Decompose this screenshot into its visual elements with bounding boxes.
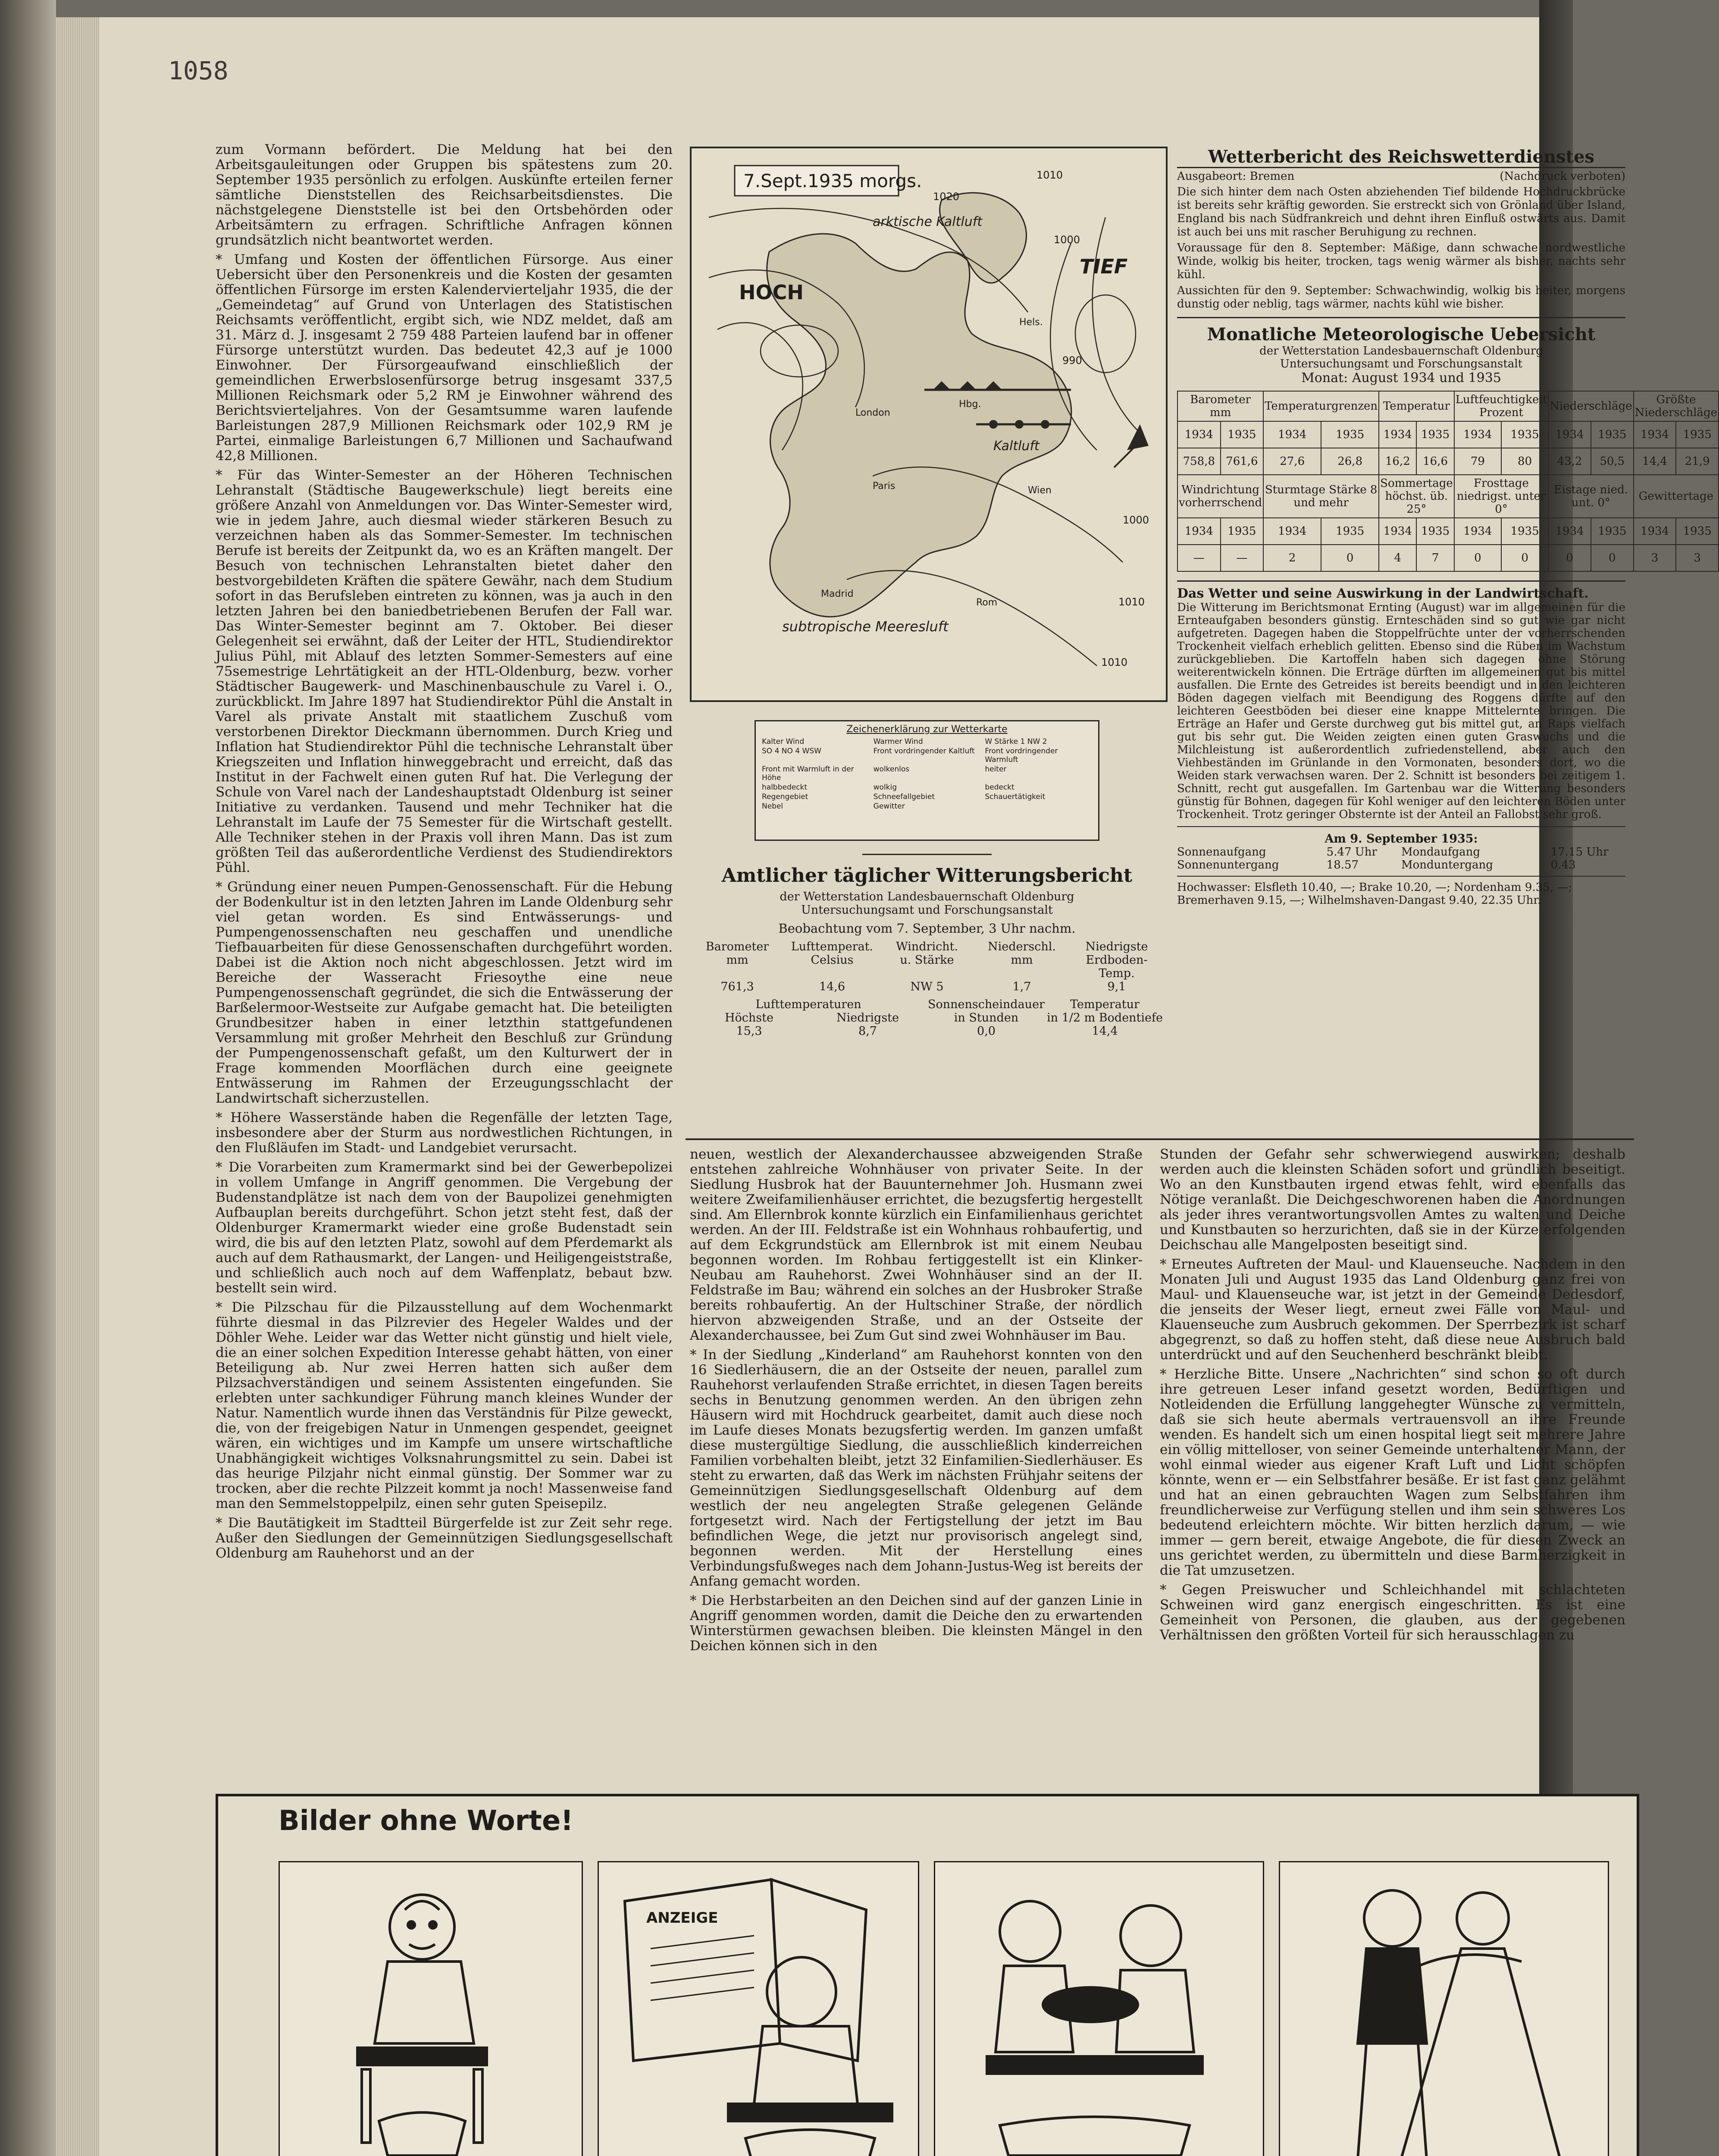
newspaper-page (99, 17, 1718, 2156)
table-year-cell: 1935 (1221, 518, 1264, 545)
table-value-cell: 3 (1676, 545, 1719, 571)
article-paragraph: * Herzliche Bitte. Unsere „Nachrichten“ sind schon so oft durch ihre getreuen Leser infand gesetzt worden, Bedürftigen und Notleidenden die Erfüllung langgehegter Wünsche zu vermitteln, daß sie sich heute abermals vertrauensvoll an ihre Freunde wenden. Es handelt sich um einen hospital liegt seit mehrere Jahre ein völlig mittelloser, von seiner Gemeinde unterhaltener Mann, der wohl einmal wieder aus eigener Kraft Luft und Licht schöpfen könnte, wenn er — ein Selbstfahrer besäße. Er ist fast ganz gelähmt und hat an einen gebrauchten Wagen zum Selbstfahren ihm freundlicherweise zur Verfügung stellen und ihm sein schweres Los bedeutend erleichtern möchte. Wir bitten herzlich darum, — wie immer — gern bereit, etwaige Angebote, die für diesen Zweck an uns gerichtet werden, zu übermitteln und diese Barmherzigkeit in die Tat umzusetzen. (1160, 1366, 1625, 1578)
sun-cell: 0.43 (1550, 859, 1576, 871)
table-value-cell: 0 (1548, 545, 1591, 571)
table-year-cell: 1935 (1501, 518, 1548, 545)
monthly-subtitle-3: Monat: August 1934 und 1935 (1301, 370, 1501, 385)
table-value-cell: 79 (1454, 448, 1501, 475)
table-value-cell: 0 (1454, 545, 1501, 571)
map-city-hels: Hels. (1019, 317, 1043, 328)
legend-item: Kalter Wind (762, 737, 805, 746)
table-year-cell: 1934 (1263, 518, 1321, 545)
cartoon-panel-4 (1279, 1861, 1609, 2156)
table-value-cell: 27,6 (1263, 448, 1321, 475)
table-year-cell: 1935 (1221, 421, 1264, 448)
daily-header: Niedrigste (836, 1011, 899, 1025)
table-value-cell: 4 (1379, 545, 1416, 571)
daily-header: u. Stärke (900, 953, 954, 967)
table-value-cell: 7 (1416, 545, 1454, 571)
newspaper-word: ANZEIGE (646, 1909, 718, 1927)
legend-item: Schneefallgebiet (873, 793, 935, 801)
daily-header: Niedrigste (1085, 940, 1148, 953)
table-value-cell: 3 (1634, 545, 1676, 571)
daily-header: Höchste (725, 1011, 773, 1025)
table-header-cell: Größte Niederschläge (1634, 391, 1719, 421)
daily-header: in 1/2 m Bodentiefe (1046, 1011, 1163, 1025)
map-label-arktisch: arktische Kaltluft (873, 214, 983, 229)
legend-item: W Stärke 1 NW 2 (985, 737, 1047, 746)
article-paragraph: zum Vormann befördert. Die Meldung hat bei den Arbeitsgauleitungen oder Gruppen bis spätestens zum 20. September 1935 persönlich zu erfolgen. Auskünfte erteilen ferner sämtliche Dienststellen des Reichsarbeitsdienstes. Die nächstgelegene Dienststelle ist bei den Ortsbehörden oder Arbeitsämtern zu erfragen. Schriftliche Anfragen können grundsätzlich nicht beantwortet werden. (216, 142, 673, 248)
reich-office: Ausgabeort: Bremen (1177, 170, 1295, 183)
table-year-cell: 1935 (1676, 518, 1719, 545)
daily-value: 14,4 (1092, 1025, 1118, 1038)
cartoon-panel-2 (598, 1861, 919, 2156)
article-paragraph: Aussichten für den 9. September: Schwachwindig, wolkig bis heiter, morgens dunstig oder neblig, tags wärmer, nachts kühl wie bisher. (1177, 284, 1625, 310)
map-city-hbg: Hbg. (959, 399, 981, 410)
table-value-cell: 21,9 (1676, 448, 1719, 475)
table-year-cell: 1934 (1634, 421, 1676, 448)
cartoon-panel-3 (934, 1861, 1264, 2156)
table-year-cell: 1934 (1634, 518, 1676, 545)
daily-header: in Stunden (954, 1011, 1019, 1025)
cartoon-strip (216, 1794, 1639, 2156)
article-paragraph: * Die Vorarbeiten zum Kramermarkt sind bei der Gewerbepolizei in vollem Umfange in Angriff genommen. Die Vergebung der Budenstandplätze ist nach dem von der Baupolizei genehmigten Aufbauplan bereits durchgeführt. Schon jetzt steht fest, daß der Oldenburger Kramermarkt wieder eine große Budenstadt sein wird, die bis auf den letzten Platz, sowohl auf dem Pferdemarkt als auch auf dem Rathausmarkt, der Langen- und Heiligengeiststraße, und schließlich auch noch auf dem Waffenplatz, bebaut bzw. bestellt sein wird. (216, 1159, 673, 1296)
article-paragraph: Voraussage für den 8. September: Mäßige, dann schwache nordwestliche Winde, wolkig bis heiter, trocken, tags wenig wärmer als bisher, nachts sehr kühl. (1177, 241, 1625, 281)
legend-item: heiter (985, 765, 1007, 774)
legend-item: halbbedeckt (762, 783, 808, 792)
weather-map-drawing (692, 148, 1166, 700)
daily-value: 15,3 (736, 1025, 762, 1038)
table-year-cell: 1934 (1379, 421, 1416, 448)
table-header-cell: Sommertage höchst. üb. 25° (1379, 475, 1454, 518)
reich-weather-report (1177, 147, 1718, 907)
map-city-rom: Rom (976, 597, 998, 608)
table-value-cell: 50,5 (1591, 448, 1634, 475)
page-number: 1058 (168, 56, 229, 85)
table-year-cell: 1934 (1177, 518, 1221, 545)
table-year-cell: 1934 (1454, 518, 1501, 545)
daily-report-subtitle: der Wetterstation Landesbauernschaft Oldenburg (780, 890, 1074, 903)
sun-cell: 17.15 Uhr (1550, 846, 1609, 859)
daily-header: Erdboden-Temp. (1086, 953, 1148, 980)
table-value-cell: 0 (1501, 545, 1548, 571)
legend-items (762, 737, 1092, 811)
isobar-label: 1000 (1123, 514, 1149, 526)
daily-header: Niederschl. (988, 940, 1056, 953)
daily-value: 8,7 (858, 1025, 877, 1038)
article-paragraph: * In der Siedlung „Kinderland“ am Rauhehorst konnten von den 16 Siedlerhäusern, die an der Ostseite der neuen, parallel zum Rauhehorst verlaufenden Straße errichtet, in diesen Tagen bereits sechs in Benutzung genommen werden. An den übrigen zehn Häusern wird mit Hochdruck gearbeitet, damit auch diese noch im Laufe dieses Monats bezugsfertig werden. Im ganzen umfaßt diese mustergültige Siedlung, die ausschließlich kinderreichen Familien vorbehalten bleibt, jetzt 32 Einfamilien-Siedlerhäuser. Es steht zu erwarten, daß das Werk im nächsten Frühjahr seitens der Gemeinnützigen Siedlungsgesellschaft Oldenburg auf dem westlich der neu angelegten Straße gelegenen Gelände fortgesetzt wird. Nach der Fertigstellung der jetzt im Bau befindlichen Wege, die jetzt nur provisorisch angelegt sind, begonnen werden. Mit der Herstellung eines Verbindungsfußweges nach dem Johann-Justus-Weg ist bereits der Anfang gemacht worden. (690, 1347, 1143, 1589)
bottom-column-2 (690, 1147, 1143, 1658)
legend-item: bedeckt (985, 783, 1014, 792)
book-spine (0, 0, 56, 2156)
map-legend (755, 720, 1099, 841)
reich-paragraphs (1177, 185, 1625, 311)
cartoon-drawing-2 (599, 1862, 918, 2156)
article-paragraph: * Höhere Wasserstände haben die Regenfälle der letzten Tage, insbesondere aber der Sturm aus nordwestlichen Richtungen, in den Flußläufen im Stadt- und Landgebiet verursacht. (216, 1110, 673, 1156)
map-city-london: London (855, 407, 890, 418)
table-year-cell: 1934 (1379, 518, 1416, 545)
article-paragraph: * Für das Winter-Semester an der Höheren Technischen Lehranstalt (Städtische Baugewerkschule) liegt bereits eine größere Anzahl von Anmeldungen vor. Das Winter-Semester wird, wie in jedem Jahre, auch diesmal wieder stärkeren Besuch zu verzeichnen haben als das Sommer-Semester. Im technischen Berufe ist bereits der Zeitpunkt da, wo es an Kräften mangelt. Der Besuch von technischen Lehranstalten bietet daher den bestvorgebildeten Kräften die spätere Gewähr, nach dem Studium sofort in das Berufsleben eintreten zu können, was ja auch in den letzten Jahren bei den baniedbetriebenen Berufen der Fall war. Das Winter-Semester beginnt am 7. Oktober. Bei dieser Gelegenheit sei erwähnt, daß der Leiter der HTL, Studiendirektor Julius Pühl, mit Ablauf des letzten Sommer-Semesters auf eine 75semestrige Lehrtätigkeit an der HTL-Oldenburg, bezw. vorher Städtischer Baugewerk- und Maschinenbauschule zu Varel i. O., zurückblickt. Im Jahre 1897 hat Studiendirektor Pühl die Anstalt in Varel als private Anstalt mit staatlichem Zuschuß vom verstorbenen Direktor Dieckmann übernommen. Durch Krieg und Inflation hat Studiendirektor Pühl die technische Lehranstalt über Kriegszeiten und Inflation hinweggebracht und erreicht, daß das Institut in der Fachwelt einen guten Ruf hat. Die Verlegung der Schule von Varel nach der Landeshauptstadt Oldenburg ist seiner Initiative zu verdanken. Tausend und mehr Techniker hat die Lehranstalt im Laufe der 75 Semester für die Wirtschaft gestellt. Alle Techniker stehen in der Praxis voll ihren Mann. Das ist zum größten Teil das außerordentliche Verdienst des Studiendirektors Pühl. (216, 467, 673, 875)
article-paragraph: * Gegen Preiswucher und Schleichhandel mit schlachteten Schweinen wird ganz energisch eingeschritten. Es ist eine Gemeinheit von Personen, die glauben, aus der gegebenen Verhältnissen den größten Vorteil für sich herausschlagen zu (1160, 1582, 1625, 1643)
cartoon-panel-1 (279, 1861, 583, 2156)
isobar-label: 1000 (1054, 234, 1080, 246)
observation-line: Beobachtung vom 7. September, 3 Uhr nachm. (778, 921, 1076, 936)
legend-item: Front vordringender Kaltluft (873, 747, 975, 755)
table-year-cell: 1934 (1454, 421, 1501, 448)
daily-grid-2 (690, 998, 1164, 1038)
table-value-cell: 16,2 (1379, 448, 1416, 475)
article-paragraph: * Die Herbstarbeiten an den Deichen sind auf der ganzen Linie in Angriff genommen worden, damit die Deiche den zu erwartenden Winterstürmen gewachsen bleiben. Die kleinsten Mängel in den Deichen können sich in den (690, 1593, 1143, 1654)
sun-cell: Monduntergang (1401, 859, 1493, 871)
daily-value: 14,6 (819, 980, 845, 993)
map-label-hoch: HOCH (739, 281, 804, 304)
cartoon-drawing-1 (280, 1862, 582, 2156)
legend-title: Zeichenerklärung zur Wetterkarte (846, 724, 1008, 735)
isobar-label: 1010 (1101, 656, 1128, 668)
legend-item: wolkig (873, 783, 897, 792)
table-value-cell: 0 (1321, 545, 1379, 571)
table-year-cell: 1934 (1263, 421, 1321, 448)
daily-value: NW 5 (910, 980, 944, 993)
daily-weather-report (690, 854, 1164, 1038)
daily-header: mm (726, 953, 748, 967)
article-paragraph: Stunden der Gefahr sehr schwerwiegend auswirken; deshalb werden auch die kleinsten Schäden sofort und gründlich beseitigt. Wo an den Kunstbauten irgend etwas fehlt, wird ebenfalls das Nötige veranlaßt. Die Deichgeschworenen haben die Anordnungen als jeder ihres verantwortungsvollen Amtes zu walten und Deiche und Kunstbauten so herzurichten, daß sie in der Kürze erfolgenden Deichschau alle Mangelposten beseitigt sind. (1160, 1147, 1625, 1253)
daily-header: Celsius (811, 953, 854, 967)
sun-cell: 18.57 (1326, 859, 1359, 871)
legend-item: Warmer Wind (873, 737, 923, 746)
table-header-cell: Niederschläge (1548, 391, 1633, 421)
reich-report-title: Wetterbericht des Reichswetterdienstes (1208, 147, 1594, 167)
map-label-tief: TIEF (1080, 255, 1128, 278)
article-paragraph: * Gründung einer neuen Pumpen-Genossenschaft. Für die Hebung der Bodenkultur ist in den letzten Jahren im Lande Oldenburg sehr viel getan worden. Es sind Entwässerungs- und Pumpengenossenschaften neu geschaffen und unendliche Tiefbauarbeiten für diese Genossenschaften durchgeführt worden. Dabei ist die Aktion noch nicht abgeschlossen. Jetzt wird im Bereiche der Wasseracht Friesoythe eine neue Pumpengenossenschaft gegründet, die sich die Entwässerung der Barßelermoor-Westseite zur Aufgabe gemacht hat. Die beteiligten Grundbesitzer haben in einer letzthin stattgefundenen Versammlung mit großer Mehrheit den Beschluß zur Gründung der Pumpengenossenschaft gefaßt, um den Kulturwert der in Frage kommenden Moorflächen durch eine geeignete Entwässerung im Rahmen der Erzeugungsschlacht der Landwirtschaft sicherzustellen. (216, 879, 673, 1106)
daily-value: 0,0 (977, 1025, 996, 1038)
daily-header: Barometer (705, 940, 769, 953)
table-value-cell: 761,6 (1221, 448, 1264, 475)
monthly-subtitle-2: Untersuchungsamt und Forschungsanstalt (1280, 357, 1523, 370)
section-divider (686, 1138, 1634, 1140)
map-label-kaltluft: Kaltluft (993, 439, 1040, 454)
article-paragraph: Die sich hinter dem nach Osten abziehenden Tief bildende Hochdruckbrücke ist bereits sehr kräftig geworden. Sie erstreckt sich von Grönland über Island, England bis nach Südfrankreich und dehnt ihren Einfluß ostwärts aus. Damit ist auch bei uns mit rascher Beruhigung zu rechnen. (1177, 185, 1625, 238)
table-year-cell: 1934 (1548, 421, 1591, 448)
table-header-cell: Eistage nied. unt. 0° (1548, 475, 1633, 518)
legend-item: Schauertätigkeit (985, 793, 1046, 801)
left-column (216, 142, 673, 1565)
daily-report-subtitle-2: Untersuchungsamt und Forschungsanstalt (801, 903, 1053, 917)
daily-value: 761,3 (720, 980, 754, 993)
table-header-cell: Temperaturgrenzen (1263, 391, 1379, 421)
table-year-cell: 1935 (1591, 518, 1634, 545)
map-city-paris: Paris (873, 481, 896, 492)
table-year-cell: 1935 (1676, 421, 1719, 448)
map-title: 7.Sept.1935 morgs. (743, 170, 922, 191)
table-year-cell: 1935 (1591, 421, 1634, 448)
legend-item: Regengebiet (762, 793, 808, 801)
daily-grid-1 (690, 940, 1164, 993)
table-header-cell: Luftfeuchtigkeit Prozent (1454, 391, 1548, 421)
table-value-cell: 26,8 (1321, 448, 1379, 475)
sun-row (1177, 859, 1625, 871)
table-header-cell: Gewittertage (1634, 475, 1719, 518)
legend-item: Gewitter (873, 802, 905, 811)
article-paragraph: * Die Bautätigkeit im Stadtteil Bürgerfelde ist zur Zeit sehr rege. Außer den Siedlungen der Gemeinnützigen Siedlungsgesellschaft Oldenburg am Rauhehorst und an der (216, 1515, 673, 1561)
cartoon-drawing-3 (935, 1862, 1263, 2156)
isobar-label: 1020 (933, 191, 960, 203)
table-header-cell: Sturmtage Stärke 8 und mehr (1263, 475, 1379, 518)
map-city-madrid: Madrid (821, 589, 854, 599)
table-header-cell: Barometer mm (1177, 391, 1263, 421)
monthly-title: Monatliche Meteorologische Uebersicht (1207, 324, 1596, 345)
table-year-cell: 1935 (1416, 421, 1454, 448)
article-paragraph: * Umfang und Kosten der öffentlichen Fürsorge. Aus einer Uebersicht über den Personenkreis und die Kosten der gesamten öffentlichen Fürsorge im ersten Kalendervierteljahr 1935, die der „Gemeindetag“ auf Grund von Unterlagen des Statistischen Reichsamts veröffentlicht, ergibt sich, wie NDZ meldet, daß am 31. März d. J. insgesamt 2 759 488 Parteien laufend bar in offener Fürsorge unterstützt wurden. Das bedeutet 42,3 auf je 1000 Einwohner. Der Fürsorgeaufwand einschließlich der gemeindlichen Erwerbslosenfürsorge betrug insgesamt 337,5 Millionen Reichsmark oder 5,2 RM je Einwohner während des Berichtsvierteljahres. Von der Gesamtsumme waren laufende Barleistungen 287,9 Millionen Reichsmark oder 102,9 RM je Partei, einmalige Barleistungen 6,7 Millionen und Sachaufwand 42,8 Millionen. (216, 252, 673, 464)
table-year-cell: 1935 (1321, 518, 1379, 545)
table-year-cell: 1935 (1416, 518, 1454, 545)
legend-item: Front vordringender Warmluft (985, 747, 1058, 764)
daily-header: Temperatur (1070, 998, 1140, 1011)
table-year-cell: 1935 (1501, 421, 1548, 448)
page-edges (56, 17, 99, 2156)
agri-title: Das Wetter und seine Auswirkung in der Landwirtschaft. (1177, 586, 1589, 601)
monthly-table (1177, 391, 1719, 572)
legend-item: SO 4 NO 4 WSW (762, 747, 821, 755)
isobar-label: 1010 (1118, 596, 1145, 608)
daily-header: Lufttemperat. (791, 940, 874, 953)
table-value-cell: — (1177, 545, 1221, 571)
table-value-cell: 758,8 (1177, 448, 1221, 475)
legend-item: wolkenlos (873, 765, 910, 774)
table-value-cell: — (1221, 545, 1264, 571)
daily-header: Lufttemperaturen (755, 998, 861, 1011)
sun-cell: Mondaufgang (1401, 846, 1481, 859)
sun-cell: Sonnenuntergang (1177, 859, 1279, 871)
agri-text: Die Witterung im Berichtsmonat Ernting (August) war im allgemeinen für die Ernteaufgaben besonders günstig. Ernteschäden sind so gut wie gar nicht aufgetreten. Dagegen haben die Stoppelfrüchte unter der vorherrschenden Trockenheit vielfach erheblich gelitten. Ebenso sind die Rüben im Wachstum zurückgeblieben. Die Kartoffeln haben sich dagegen ohne Störung weiterentwickeln können. Die Erträge dürften im allgemeinen gut bis mittel ausfallen. Die Ernte des Getreides ist bereits beendigt und in den leichteren Böden dagegen vielfach mit Beendigung des Roggens dürfte auf den leichteren Geestböden bei dieser eine knappe Mittelernte bringen. Die Erträge an Hafer und Gerste durchweg gut bis mittel gut, an Raps vielfach gut bis sehr gut. Die Weiden zeigten einen guten Graswuchs und die Milchleistung ist außerordentlich zufriedenstellend, aber auch den Viehbeständen im Grünlande in den Vormonaten, besonders dort, wo die Weiden stark verwachsen waren. Der 2. Schnitt ist besonders bei zeitigem 1. Schnitt, recht gut ausgefallen. Im Gartenbau war die Witterung besonders günstig für Bohnen, dagegen für Kohl weniger auf den leichteren Böden unter Trockenheit. Trotz geringer Obsternte ist der Anteil an Fallobst sehr groß. (1177, 601, 1625, 821)
isobar-label: 990 (1062, 354, 1082, 367)
sun-row (1177, 846, 1625, 859)
sun-cell: Sonnenaufgang (1177, 846, 1266, 859)
daily-value: 1,7 (1012, 980, 1031, 993)
cartoon-title: Bilder ohne Worte! (279, 1805, 573, 1837)
table-value-cell: 43,2 (1548, 448, 1591, 475)
bottom-column-3 (1160, 1147, 1625, 1647)
monthly-subtitle: der Wetterstation Landesbauernschaft Oldenburg (1259, 345, 1543, 357)
sun-cell: 5.47 Uhr (1326, 846, 1377, 859)
tide-info: Hochwasser: Elsfleth 10.40, —; Brake 10.20, —; Nordenham 9.35, —; Bremerhaven 9.15, —; Wilhelmshaven-Dangast 9.40, 22.35 Uhr. (1177, 881, 1572, 907)
map-label-meeresluft: subtropische Meeresluft (782, 618, 949, 635)
weather-map (690, 147, 1168, 702)
table-value-cell: 80 (1501, 448, 1548, 475)
reich-reprint: (Nachdruck verboten) (1500, 170, 1625, 183)
daily-report-title: Amtlicher täglicher Witterungsbericht (721, 865, 1133, 887)
article-paragraph: neuen, westlich der Alexanderchaussee abzweigenden Straße entstehen zahlreiche Wohnhäuser von privater Seite. In der Siedlung Husbrok hat der Bauunternehmer Joh. Husmann zwei weitere Zweifamilienhäuser errichtet, die bezugsfertig hergestellt sind. Am Ellernbrok konnte kürzlich ein Einfamilienhaus gerichtet werden. An der III. Feldstraße ist ein Wohnhaus rohbaufertig, und auf dem Eckgrundstück am Ellernbrok ist mit einem Neubau begonnen worden. Im Rohbau fertiggestellt ist ein Klinker-Neubau am Rauhehorst. Zwei Wohnhäuser sind an der II. Feldstraße im Bau; während ein solches an der Husbroker Straße bereits rohbaufertig. An der Hultschiner Straße, der nördlich hiervon abzweigenden Straße, und an der Ostseite der Alexanderchaussee, bei Zum Gut sind zwei Wohnhäuser im Bau. (690, 1147, 1143, 1343)
table-year-cell: 1934 (1548, 518, 1591, 545)
daily-header: Sonnenscheindauer (928, 998, 1045, 1011)
legend-item: Nebel (762, 802, 783, 811)
table-header-cell: Temperatur (1379, 391, 1454, 421)
article-paragraph: * Die Pilzschau für die Pilzausstellung auf dem Wochenmarkt führte diesmal in das Pilzrevier des Hegeler Waldes und der Döhler Wehe. Leider war das Wetter nicht günstig und hielt viele, die an einer solchen Expedition Interesse gehabt hätten, von einer Beteiligung ab. Nur zwei Herren hatten sich außer dem Pilzsachverständigen und seinem Assistenten eingefunden. Sie erlebten unter sachkundiger Führung manch kleines Wunder der Natur. Namentlich wurde ihnen das Verständnis für Pilze geweckt, die, von der freigebigen Natur in Unmengen gespendet, geeignet wären, ein wichtiges und im Kampfe um unsere wirtschaftliche Unabhängigkeit wichtiges Volksnahrungsmittel zu sein. Dabei ist das heurige Pilzjahr nicht einmal günstig. Der Sommer war zu trocken, aber die rechte Pilzzeit kommt ja noch! Massenweise fand man den Semmelstoppelpilz, einen sehr guten Speisepilz. (216, 1300, 673, 1511)
table-value-cell: 0 (1591, 545, 1634, 571)
legend-item: Front mit Warmluft in der Höhe (762, 765, 854, 782)
isobar-label: 1010 (1036, 169, 1063, 181)
table-header-cell: Windrichtung vorherrschend (1177, 475, 1263, 518)
table-value-cell: 16,6 (1416, 448, 1454, 475)
table-header-cell: Frosttage niedrigst. unter 0° (1454, 475, 1548, 518)
table-value-cell: 2 (1263, 545, 1321, 571)
cartoon-drawing-4 (1280, 1862, 1608, 2156)
daily-header: Windricht. (896, 940, 958, 953)
table-value-cell: 14,4 (1634, 448, 1676, 475)
daily-header: mm (1011, 953, 1033, 967)
sun-table (1177, 846, 1625, 871)
sun-date: Am 9. September 1935: (1324, 832, 1478, 846)
table-year-cell: 1934 (1177, 421, 1221, 448)
article-paragraph: * Erneutes Auftreten der Maul- und Klauenseuche. Nachdem in den Monaten Juli und August 1935 das Land Oldenburg ganz frei von Maul- und Klauenseuche war, ist jetzt in der Gemeinde Dedesdorf, die jenseits der Weser liegt, erneut zwei Fälle von Maul- und Klauenseuche zum Ausbruch gekommen. Der Sperrbezirk ist scharf abgegrenzt, so daß zu hoffen steht, daß diese neue Ausbruch bald unterdrückt und auf den Seuchenherd beschränkt bleibt. (1160, 1257, 1625, 1363)
map-city-wien: Wien (1028, 485, 1052, 496)
table-year-cell: 1935 (1321, 421, 1379, 448)
daily-value: 9,1 (1107, 980, 1126, 993)
